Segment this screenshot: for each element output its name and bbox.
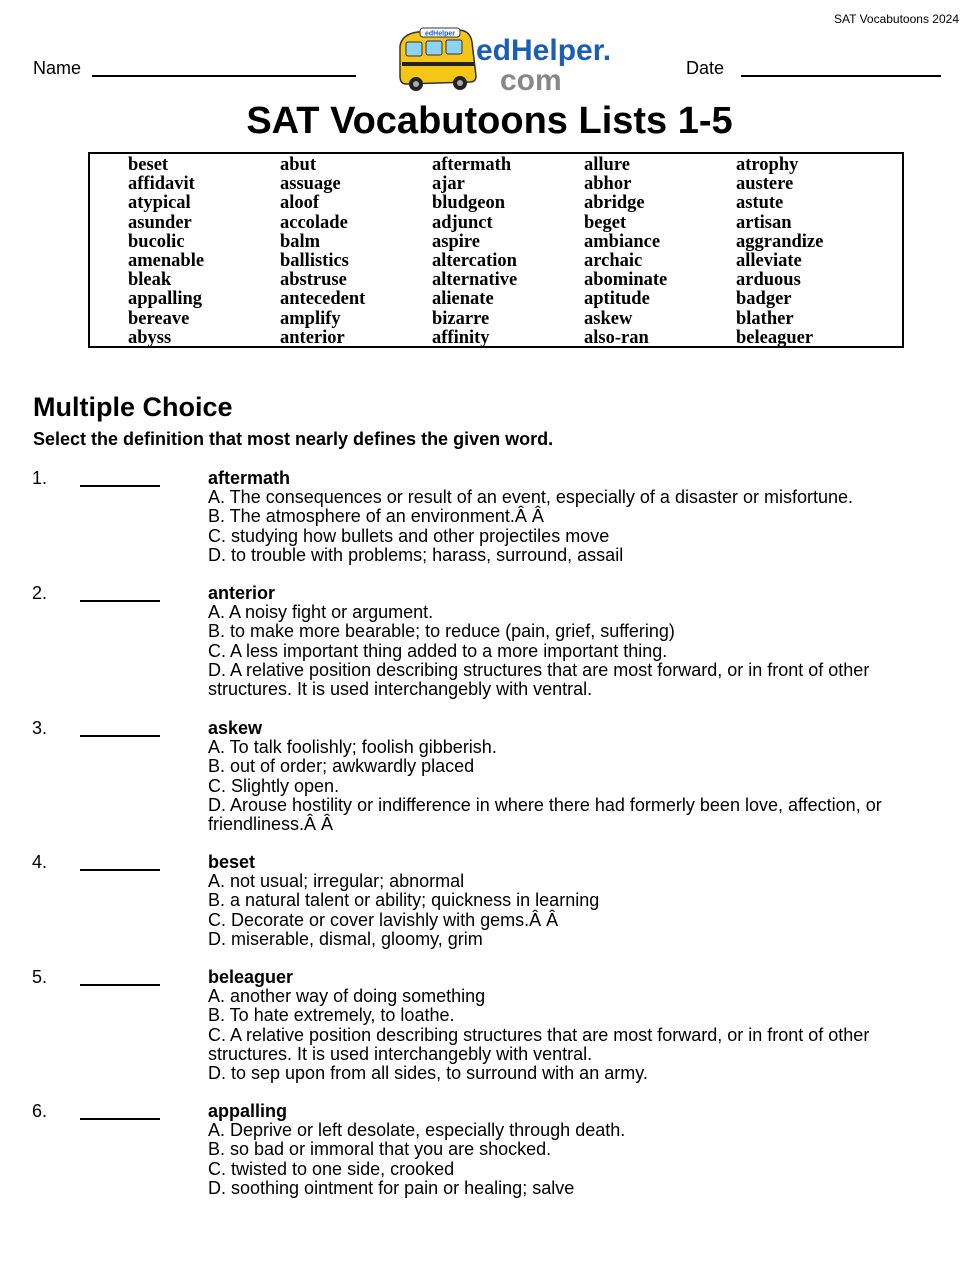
question-word: beset xyxy=(208,852,256,872)
word-item: bucolic xyxy=(128,231,185,252)
instructions: Select the definition that most nearly defines the given word. xyxy=(33,429,554,449)
question-body xyxy=(208,584,938,699)
word-item: beset xyxy=(128,155,169,175)
answer-option[interactable]: C. Decorate or cover lavishly with gems.Â Â xyxy=(208,909,559,930)
answer-option[interactable]: B. to make more bearable; to reduce (pain, grief, suffering) xyxy=(208,621,675,642)
word-item: appalling xyxy=(128,289,203,310)
question-number: 3. xyxy=(32,718,48,738)
header-note: SAT Vocabutoons 2024 xyxy=(834,12,959,26)
word-item: atypical xyxy=(128,193,191,214)
answer-option[interactable]: C. Slightly open. xyxy=(208,775,340,796)
answer-option[interactable]: B. so bad or immoral that you are shocked. xyxy=(208,1139,552,1160)
answer-option[interactable]: A. another way of doing something xyxy=(208,986,486,1007)
word-item: bizarre xyxy=(432,308,490,329)
answer-option[interactable]: C. twisted to one side, crooked xyxy=(208,1158,455,1179)
answer-option[interactable]: B. To hate extremely, to loathe. xyxy=(208,1005,455,1026)
word-item: also-ran xyxy=(584,327,649,348)
word-item: antecedent xyxy=(280,289,366,310)
answer-option[interactable]: C. studying how bullets and other projectiles move xyxy=(208,525,610,546)
word-item: aloof xyxy=(280,193,320,214)
word-item: accolade xyxy=(280,212,348,233)
word-item: asunder xyxy=(128,212,192,233)
word-item: ambiance xyxy=(584,231,661,252)
word-item: beget xyxy=(584,212,627,233)
word-item: aggrandize xyxy=(736,231,824,252)
answer-blank[interactable] xyxy=(80,485,160,487)
question-number: 4. xyxy=(32,852,48,872)
question-number: 6. xyxy=(32,1101,48,1121)
question-body xyxy=(208,968,938,1083)
question-number: 2. xyxy=(32,583,48,603)
word-item: abhor xyxy=(584,174,632,195)
word-column xyxy=(280,156,365,348)
word-item: atrophy xyxy=(736,155,799,175)
answer-option[interactable]: D. to trouble with problems; harass, surround, assail xyxy=(208,544,624,565)
date-field[interactable] xyxy=(741,75,941,77)
word-column xyxy=(736,156,823,348)
answer-option[interactable]: B. The atmosphere of an environment.Â Â xyxy=(208,506,544,527)
question-body xyxy=(208,1102,938,1198)
answer-blank[interactable] xyxy=(80,869,160,871)
word-item: blather xyxy=(736,308,794,329)
answer-option[interactable]: D. to sep upon from all sides, to surround with an army. xyxy=(208,1063,648,1084)
word-item: arduous xyxy=(736,270,801,291)
question-body xyxy=(208,719,938,834)
word-item: adjunct xyxy=(432,212,493,233)
logo-sub-text: com xyxy=(500,64,562,97)
answer-option[interactable]: D. soothing ointment for pain or healing; salve xyxy=(208,1177,575,1198)
answer-option[interactable]: C. A relative position describing structures that are most forward, or in front of other structures. It is used interchangebly with ventral. xyxy=(208,1024,870,1064)
answer-option[interactable]: A. The consequences or result of an event, especially of a disaster or misfortune. xyxy=(208,487,854,508)
word-column xyxy=(584,156,667,348)
word-item: alienate xyxy=(432,289,494,310)
word-item: altercation xyxy=(432,251,517,272)
answer-blank[interactable] xyxy=(80,984,160,986)
answer-option[interactable]: B. a natural talent or ability; quickness in learning xyxy=(208,890,600,911)
answer-blank[interactable] xyxy=(80,1118,160,1120)
answer-option[interactable]: D. A relative position describing structures that are most forward, or in front of other structures. It is used interchangebly with ventral. xyxy=(208,659,870,700)
word-item: abominate xyxy=(584,270,668,291)
word-item: ballistics xyxy=(280,251,349,272)
question-number: 5. xyxy=(32,967,48,987)
name-label: Name xyxy=(33,58,82,78)
question-number: 1. xyxy=(32,468,48,488)
word-item: amenable xyxy=(128,251,205,272)
word-item: badger xyxy=(736,289,792,310)
word-item: bereave xyxy=(128,308,190,329)
date-label: Date xyxy=(686,58,725,78)
word-item: affidavit xyxy=(128,174,195,195)
word-item: artisan xyxy=(736,212,792,233)
word-item: bleak xyxy=(128,270,172,291)
word-item: allure xyxy=(584,155,630,175)
word-item: amplify xyxy=(280,308,341,329)
answer-option[interactable]: C. A less important thing added to a more important thing. xyxy=(208,640,668,661)
word-item: alleviate xyxy=(736,251,802,272)
word-item: bludgeon xyxy=(432,193,506,214)
word-item: beleaguer xyxy=(736,327,814,348)
word-item: askew xyxy=(584,308,633,329)
question-word: aftermath xyxy=(208,468,291,488)
answer-option[interactable]: A. To talk foolishly; foolish gibberish. xyxy=(208,737,497,758)
word-item: aptitude xyxy=(584,289,650,310)
answer-option[interactable]: B. out of order; awkwardly placed xyxy=(208,756,475,777)
section-title: Multiple Choice xyxy=(33,392,233,422)
answer-option[interactable]: D. miserable, dismal, gloomy, grim xyxy=(208,928,483,949)
page-title: SAT Vocabutoons Lists 1-5 xyxy=(246,100,733,142)
answer-blank[interactable] xyxy=(80,735,160,737)
word-column xyxy=(128,156,204,348)
word-item: aftermath xyxy=(432,155,512,175)
question-word: beleaguer xyxy=(208,967,294,987)
word-item: aspire xyxy=(432,231,480,252)
answer-option[interactable]: A. not usual; irregular; abnormal xyxy=(208,871,465,892)
answer-option[interactable]: A. Deprive or left desolate, especially through death. xyxy=(208,1120,626,1141)
answer-option[interactable]: A. A noisy fight or argument. xyxy=(208,602,434,623)
word-list-box xyxy=(88,152,904,348)
word-item: abut xyxy=(280,155,316,175)
word-item: assuage xyxy=(280,174,341,195)
word-item: affinity xyxy=(432,327,490,348)
logo-main-text: edHelper. xyxy=(476,34,612,67)
word-item: balm xyxy=(280,231,321,252)
answer-blank[interactable] xyxy=(80,600,160,602)
question-word: askew xyxy=(208,718,263,738)
question-body xyxy=(208,853,938,949)
word-item: austere xyxy=(736,174,794,195)
word-item: abridge xyxy=(584,193,645,214)
question-body xyxy=(208,469,938,565)
word-item: astute xyxy=(736,193,784,214)
bus-sign-text: edHelper xyxy=(425,30,455,38)
word-item: anterior xyxy=(280,327,345,348)
answer-option[interactable]: D. Arouse hostility or indifference in where there had formerly been love, affection, or friendliness.Â Â xyxy=(208,794,882,835)
question-word: anterior xyxy=(208,583,276,603)
question-word: appalling xyxy=(208,1101,288,1121)
word-item: abyss xyxy=(128,327,172,348)
word-item: ajar xyxy=(432,174,465,195)
edhelper-logo xyxy=(396,26,612,98)
name-field[interactable] xyxy=(92,75,356,77)
word-item: abstruse xyxy=(280,270,347,291)
word-column xyxy=(432,156,517,348)
word-item: alternative xyxy=(432,270,518,291)
word-item: archaic xyxy=(584,251,643,272)
